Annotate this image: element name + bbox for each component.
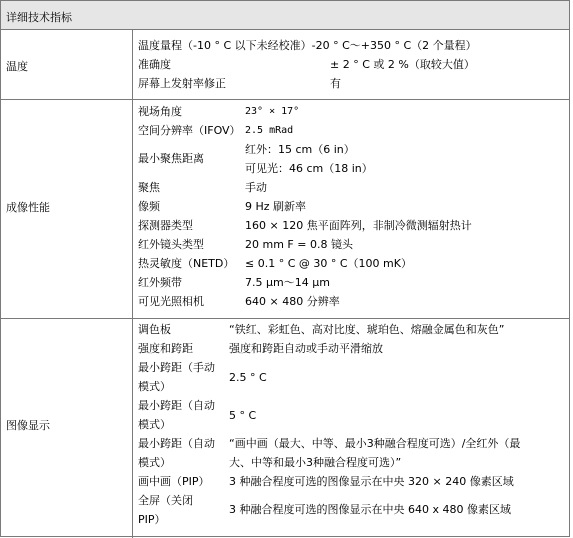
spec-label: 全屏（关闭: [138, 494, 193, 507]
category-cell: [1, 100, 133, 318]
section-temperature: [1, 30, 569, 100]
spec-label: 红外频带: [138, 276, 182, 289]
spec-label: 准确度: [138, 58, 171, 71]
spec-label: 温度量程（-10 ° C 以下未经校准）-20 ° C～+350 ° C（2 个量程）: [138, 39, 477, 52]
spec-value: 2.5 mRad: [245, 125, 294, 136]
spec-value: 23° × 17°: [245, 106, 300, 117]
spec-label: 最小跨距（自动: [138, 437, 215, 450]
spec-label: 可见光照相机: [138, 295, 204, 308]
spec-label: 画中画（PIP）: [138, 475, 210, 488]
spec-value: ± 2 ° C 或 2 %（取较大值）: [330, 58, 475, 71]
section-imaging: [1, 100, 569, 319]
spec-label: 最小聚焦距离: [138, 152, 204, 165]
spec-label: 调色板: [138, 323, 171, 336]
section-display: [1, 319, 569, 538]
spec-value: “画中画（最大、中等、最小3种融合程度可选）/全红外（最: [229, 437, 521, 450]
spec-value: 9 Hz 刷新率: [245, 200, 307, 213]
spec-label: 模式）: [138, 418, 171, 431]
spec-value: 大、中等和最小3种融合程度可选）”: [229, 456, 402, 469]
category-label: 图像显示: [6, 419, 50, 432]
spec-value: 强度和跨距自动或手动平滑缩放: [229, 342, 383, 355]
spec-value: “铁红、彩虹色、高对比度、琥珀色、熔融金属色和灰色”: [229, 323, 505, 336]
spec-value: 3 种融合程度可选的图像显示在中央 640 x 480 像素区域: [229, 503, 511, 516]
spec-value: 160 × 120 焦平面阵列，非制冷微测辐射热计: [245, 219, 472, 232]
spec-label: 模式）: [138, 456, 171, 469]
spec-label: 热灵敏度（NETD）: [138, 257, 235, 270]
category-label: 温度: [6, 60, 28, 73]
spec-label: 强度和跨距: [138, 342, 193, 355]
spec-label: 最小跨距（手动: [138, 361, 215, 374]
spec-value: 有: [330, 77, 341, 90]
spec-value: 640 × 480 分辨率: [245, 295, 340, 308]
spec-label: 模式）: [138, 380, 171, 393]
spec-value: 红外：15 cm（6 in）: [245, 143, 355, 156]
spec-label: 空间分辨率（IFOV）: [138, 124, 241, 137]
spec-label: 红外镜头类型: [138, 238, 204, 251]
spec-label: PIP）: [138, 513, 166, 526]
spec-value: 2.5 ° C: [229, 371, 267, 384]
spec-value: 可见光：46 cm（18 in）: [245, 162, 373, 175]
spec-label: 聚焦: [138, 181, 160, 194]
spec-label: 最小跨距（自动: [138, 399, 215, 412]
spec-value: 20 mm F = 0.8 镜头: [245, 238, 353, 251]
spec-value: 5 ° C: [229, 409, 257, 422]
category-cell: [1, 30, 133, 99]
spec-value: 7.5 μm～14 μm: [245, 276, 330, 289]
spec-label: 视场角度: [138, 105, 182, 118]
table-header: [1, 1, 569, 30]
spec-label: 屏幕上发射率修正: [138, 77, 226, 90]
spec-value: 手动: [245, 181, 267, 194]
category-label: 成像性能: [6, 201, 50, 214]
spec-label: 像频: [138, 200, 160, 213]
spec-value: 3 种融合程度可选的图像显示在中央 320 × 240 像素区域: [229, 475, 514, 488]
spec-label: 探测器类型: [138, 219, 193, 232]
table-title: 详细技术指标: [6, 11, 72, 24]
category-cell: [1, 319, 133, 538]
spec-value: ≤ 0.1 ° C @ 30 ° C（100 mK）: [245, 257, 412, 270]
